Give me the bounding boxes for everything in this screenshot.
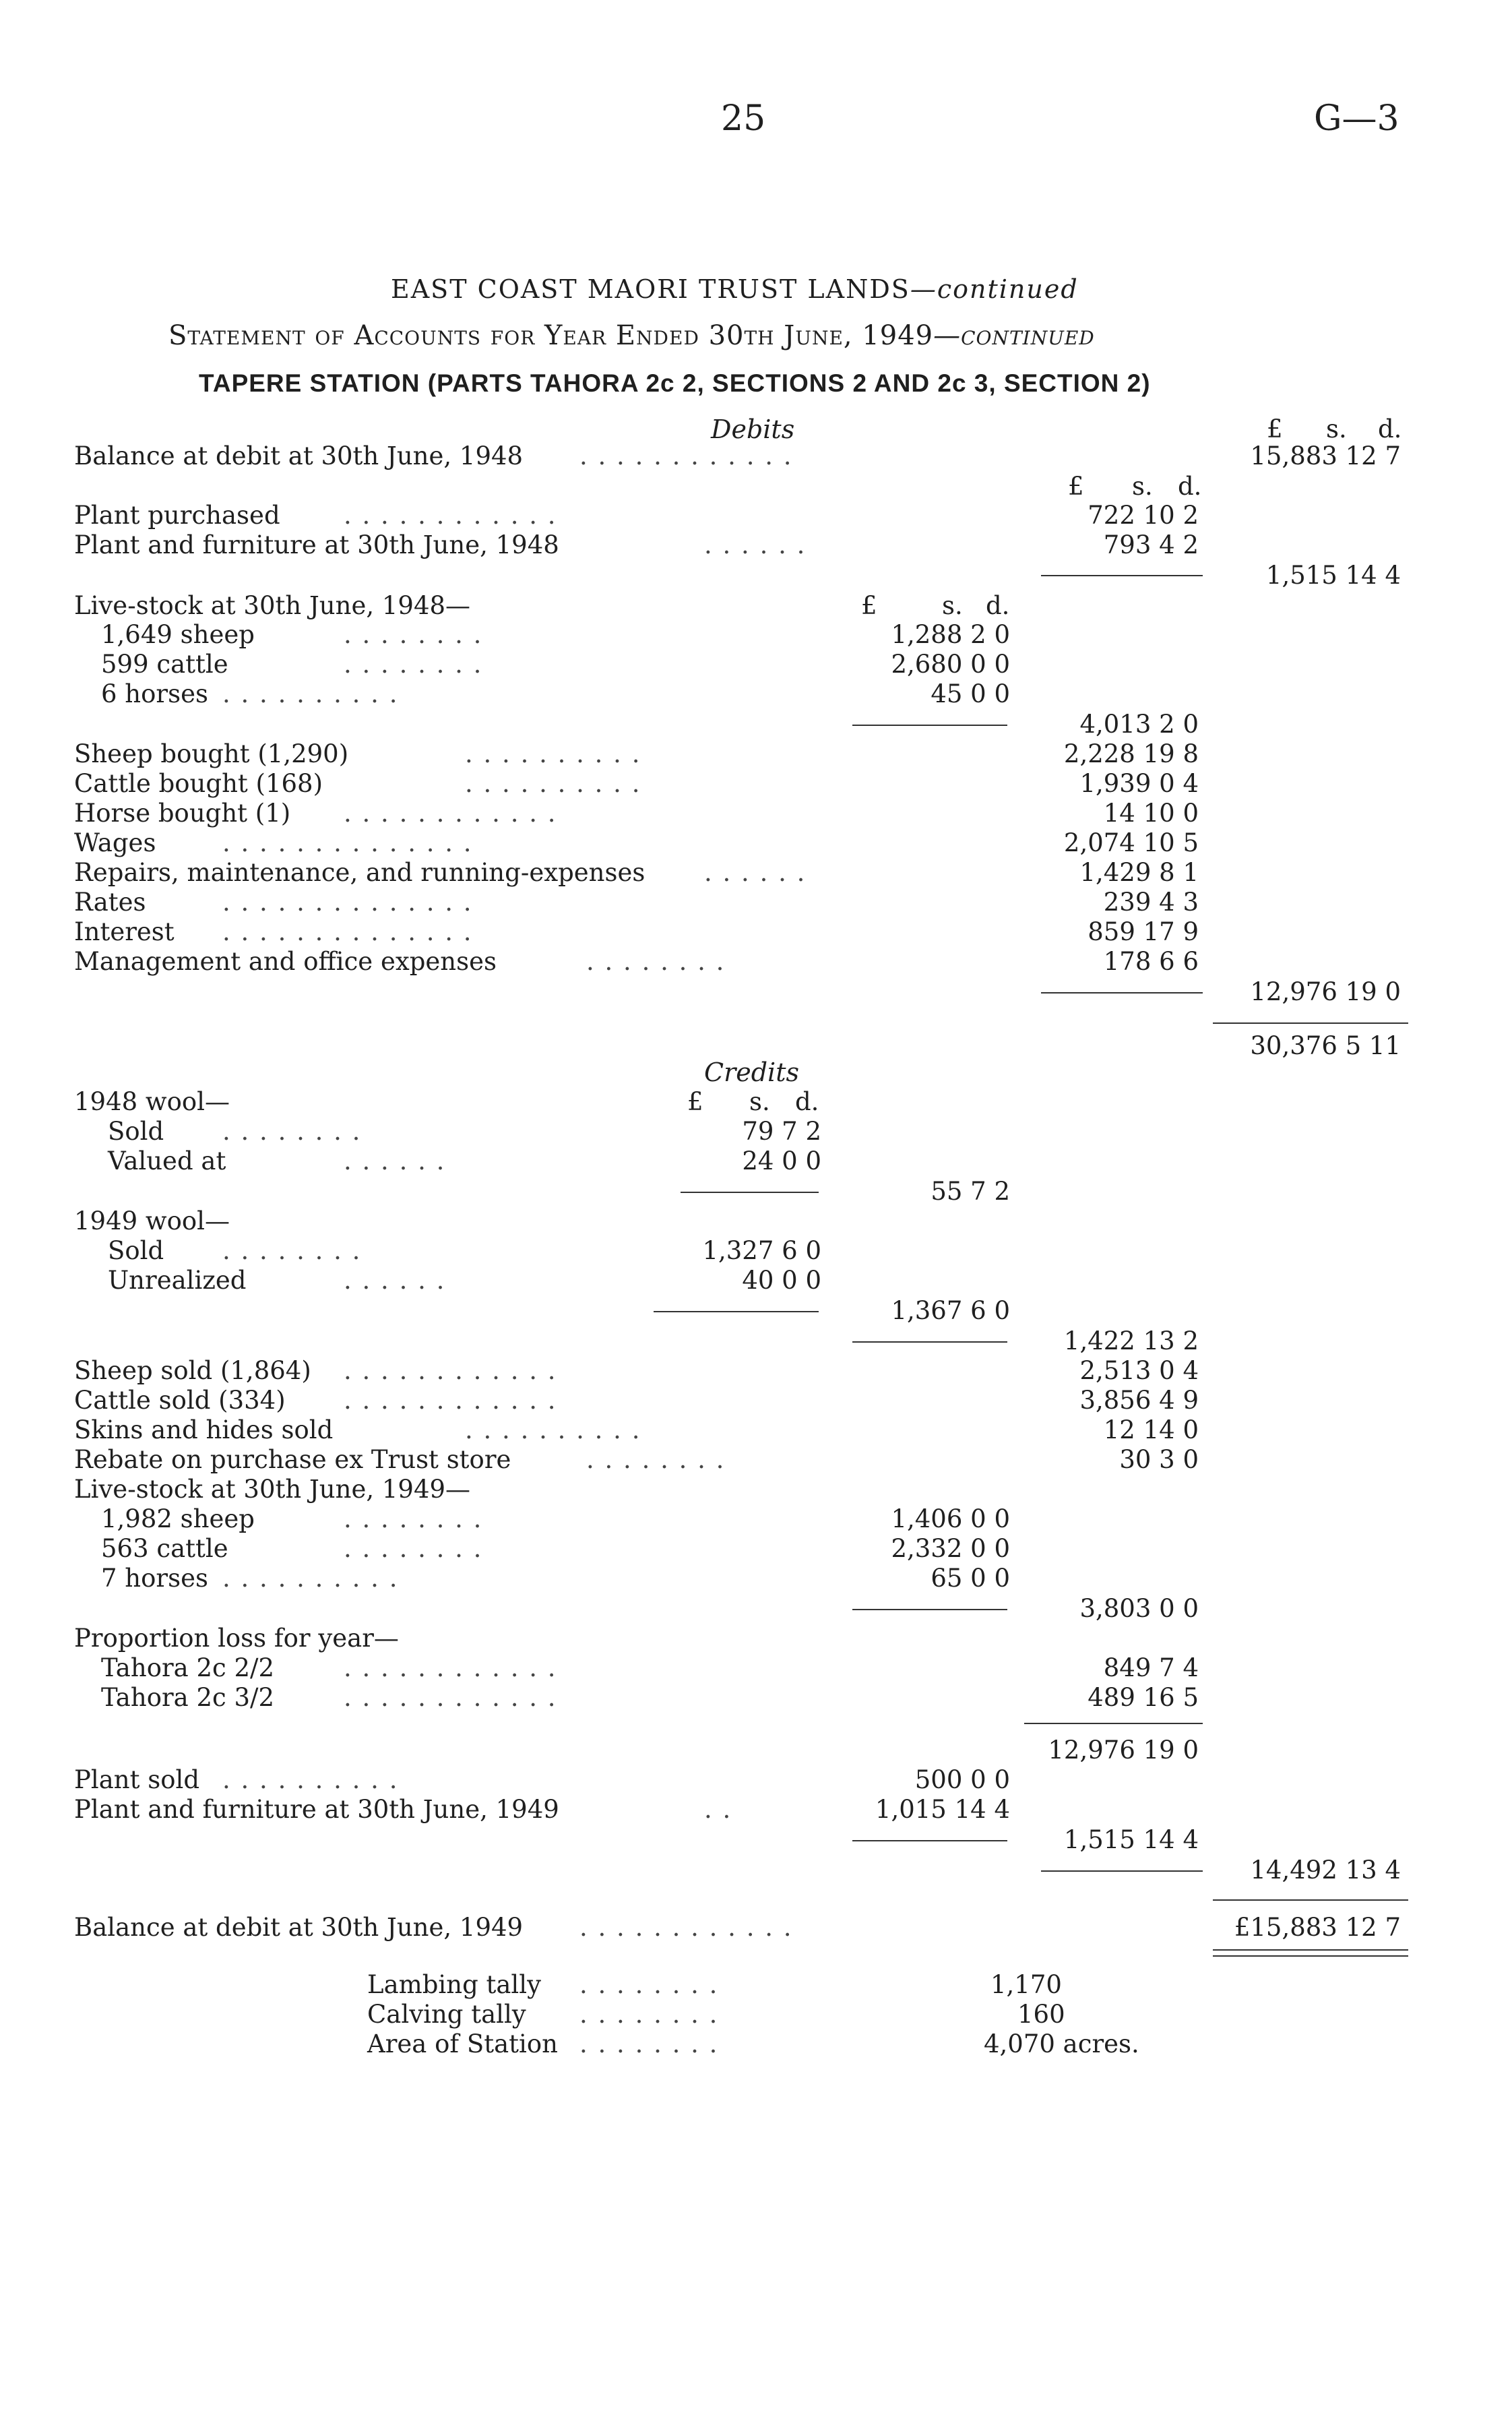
title-trust-lands: EAST COAST MAORI TRUST LANDS—continued <box>391 274 1079 304</box>
credit-wool-row: Unrealized . . . . . . 40 0 0 <box>108 1266 821 1295</box>
closing-balance-row: Balance at debit at 30th June, 1949 . . . . . . . . . . . . £15,883 12 7 <box>74 1913 1401 1942</box>
credits-heading: Credits <box>704 1058 799 1087</box>
debits-heading: Debits <box>711 415 795 444</box>
credit-plant-row: Plant sold . . . . . . . . . . 500 0 0 <box>74 1765 1010 1794</box>
credit-livestock-row: 563 cattle . . . . . . . . 2,332 0 0 <box>101 1534 1010 1563</box>
credit-sale-row: Skins and hides sold . . . . . . . . . . 12 14 0 <box>74 1415 1199 1444</box>
credit-livestock-row: 1,982 sheep . . . . . . . . 1,406 0 0 <box>101 1504 1010 1533</box>
currency-heading-right: £ s. d. <box>1267 415 1402 444</box>
credit-wool-row: Sold . . . . . . . . 79 7 2 <box>108 1117 821 1146</box>
rule <box>1024 1723 1203 1724</box>
document-reference: G—3 <box>1314 98 1399 139</box>
debit-expense-row: Repairs, maintenance, and running-expenses . . . . . . 1,429 8 1 <box>74 858 1199 887</box>
title-statement: Statement of Accounts for Year Ended 30th June, 1949—continued <box>168 320 1095 351</box>
page-number: 25 <box>721 98 766 139</box>
credit-livestock-label-row: Live-stock at 30th June, 1949— <box>74 1475 471 1504</box>
debit-expense-row: Wages . . . . . . . . . . . . . . 2,074 10 5 <box>74 828 1199 857</box>
double-rule <box>1213 1949 1408 1957</box>
debit-expense-row: Rates . . . . . . . . . . . . . . 239 4 3 <box>74 888 1199 917</box>
debit-subtotal-row: 12,976 19 0 <box>1250 977 1401 1006</box>
credit-plant-row: Plant and furniture at 30th June, 1949 . . 1,015 14 4 <box>74 1795 1010 1824</box>
credit-wool-row: Valued at . . . . . . 24 0 0 <box>108 1147 821 1175</box>
credit-sale-row: Sheep sold (1,864) . . . . . . . . . . . . 2,513 0 4 <box>74 1356 1199 1385</box>
rule <box>1213 1899 1408 1901</box>
debit-expense-row: Sheep bought (1,290) . . . . . . . . . . 2,228 19 8 <box>74 739 1199 768</box>
credit-wool-1949-total-row: 1,367 6 0 <box>891 1296 1010 1325</box>
debit-expense-row: Horse bought (1) . . . . . . . . . . . . 14 10 0 <box>74 799 1199 828</box>
tally-row: Lambing tally . . . . . . . . 1,170 <box>367 1970 1062 1999</box>
tally-row: Calving tally . . . . . . . . 160 <box>367 2000 1065 2029</box>
credit-grand-total-row: 14,492 13 4 <box>1250 1856 1401 1885</box>
credit-livestock-total-row: 3,803 0 0 <box>1079 1594 1199 1623</box>
opening-balance-row: Balance at debit at 30th June, 1948 . . . . . . . . . . . . 15,883 12 7 <box>74 441 1401 470</box>
debit-livestock-row: 1,649 sheep . . . . . . . . 1,288 2 0 <box>101 620 1010 649</box>
credit-sale-row: Rebate on purchase ex Trust store . . . . . . . . 30 3 0 <box>74 1445 1199 1474</box>
debit-plant-row: Plant and furniture at 30th June, 1948 . . . . . . 793 4 2 <box>74 530 1199 559</box>
rule <box>1213 1022 1408 1024</box>
debit-expense-row: Interest . . . . . . . . . . . . . . 859 17 9 <box>74 917 1199 946</box>
credit-wool-1948-total-row: 55 7 2 <box>931 1177 1010 1206</box>
credit-plant-total-row: 1,515 14 4 <box>1063 1825 1199 1854</box>
debit-expense-row: Cattle bought (168) . . . . . . . . . . 1,939 0 4 <box>74 769 1199 798</box>
debit-expense-row: Management and office expenses . . . . . . . . 178 6 6 <box>74 947 1199 976</box>
debit-livestock-row: 6 horses . . . . . . . . . . 45 0 0 <box>101 679 1010 708</box>
credit-sale-row: Cattle sold (334) . . . . . . . . . . . . 3,856 4 9 <box>74 1386 1199 1415</box>
credit-loss-total-row: 12,976 19 0 <box>1048 1736 1199 1765</box>
debit-plant-total-row: 1,515 14 4 <box>1265 561 1401 590</box>
debit-grand-total-row: 30,376 5 11 <box>1250 1031 1401 1060</box>
debit-livestock-label-row: Live-stock at 30th June, 1948— £ s. d. <box>74 591 1010 620</box>
credit-wool-row: Sold . . . . . . . . 1,327 6 0 <box>108 1236 821 1265</box>
title-station: TAPERE STATION (PARTS TAHORA 2c 2, SECTIONS 2 AND 2c 3, SECTION 2) <box>199 369 1151 397</box>
credit-wool-total-row: 1,422 13 2 <box>1063 1326 1199 1355</box>
credit-wool-1949-label-row: 1949 wool— <box>74 1206 230 1235</box>
credit-loss-label-row: Proportion loss for year— <box>74 1624 399 1653</box>
credit-livestock-row: 7 horses . . . . . . . . . . 65 0 0 <box>101 1564 1010 1593</box>
debit-livestock-total-row: 4,013 2 0 <box>1079 710 1199 739</box>
tally-row: Area of Station . . . . . . . . 4,070 acres. <box>367 2029 1139 2058</box>
debit-plant-row: Plant purchased . . . . . . . . . . . . 722 10 2 <box>74 501 1199 530</box>
plant-currency-heading: £ s. d. <box>1068 472 1202 501</box>
credit-wool-1948-label-row: 1948 wool— £ s. d. <box>74 1087 819 1116</box>
credit-loss-row: Tahora 2c 3/2 . . . . . . . . . . . . 489 16 5 <box>101 1683 1199 1712</box>
credit-loss-row: Tahora 2c 2/2 . . . . . . . . . . . . 849 7 4 <box>101 1653 1199 1682</box>
debit-livestock-row: 599 cattle . . . . . . . . 2,680 0 0 <box>101 650 1010 679</box>
